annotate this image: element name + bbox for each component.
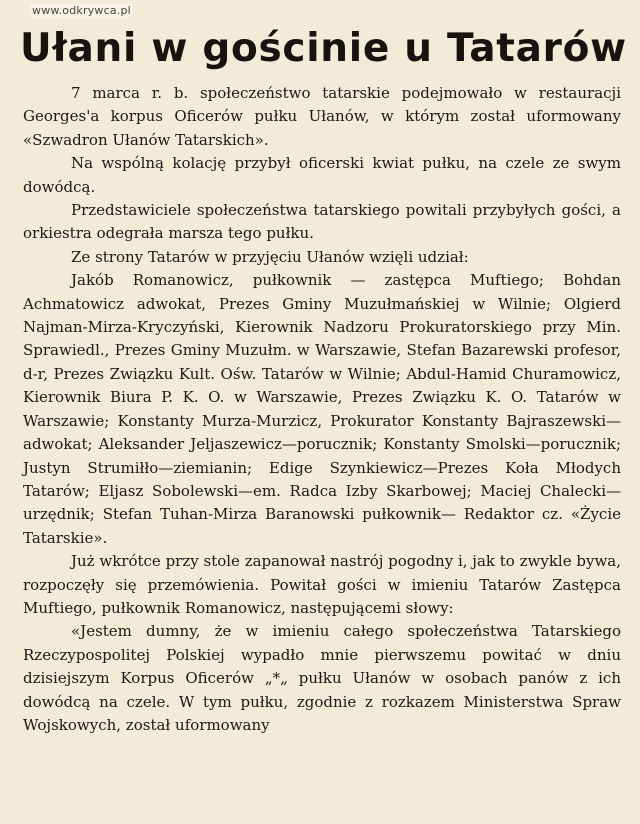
- speech-quote-paragraph: «Jestem dumny, że w imieniu całego społeczeństwa Tatarskiego Rzeczypospolitej Polskiej wypadło mnie pierwszemu powitać w dniu dzisiejszym Korpus Oficerów „*„ pułku Ułanów w osobach panów z ich dowódcą na czele. W tym pułku, zgodnie z rozkazem Ministerstwa Spraw Wojskowych, został uformowany: [23, 622, 621, 734]
- article-paragraph: Ze strony Tatarów w przyjęciu Ułanów wzięli udział:: [71, 247, 469, 266]
- article-body: [23, 82, 621, 737]
- article-paragraph: Na wspólną kolację przybył oficerski kwiat pułku, na czele ze swym dowódcą.: [23, 154, 621, 196]
- article-paragraph: Już wkrótce przy stole zapanował nastrój pogodny i, jak to zwykle bywa, rozpoczęły się przemówienia. Powitał gości w imieniu Tatarów Zastępca Muftiego, pułkownik Romanowicz, następującemi słowy:: [23, 552, 621, 617]
- watermark: www.odkrywca.pl: [32, 4, 131, 17]
- article-paragraph: 7 marca r. b. społeczeństwo tatarskie podejmowało w restauracji Georges'a korpus Oficerów pułku Ułanów, w którym został uformowany «Szwadron Ułanów Tatarskich».: [23, 84, 621, 149]
- attendee-list-paragraph: Jakób Romanowicz, pułkownik — zastępca Muftiego; Bohdan Achmatowicz adwokat, Prezes Gminy Muzułmańskiej w Wilnie; Olgierd Najman-Mirza-Kryczyński, Kierownik Nadzoru Prokuratorskiego przy Min. Sprawiedl., Prezes Gminy Muzułm. w Warszawie, Stefan Bazarewski profesor, d-r, Prezes Związku Kult. Ośw. Tatarów w Wilnie; Abdul-Hamid Churamowicz, Kierownik Biura P. K. O. w Warszawie, Prezes Związku K. O. Tatarów w Warszawie; Konstanty Murza-Murzicz, Prokurator Konstanty Bajraszewski—adwokat; Aleksander Jeljaszewicz—porucznik; Konstanty Smolski—porucznik; Justyn Strumiłło—ziemianin; Edige Szynkiewicz—Prezes Koła Młodych Tatarów; Eljasz Sobolewski—em. Radca Izby Skarbowej; Maciej Chalecki—urzędnik; Stefan Tuhan-Mirza Baranowski pułkownik— Redaktor cz. «Życie Tatarskie».: [23, 271, 621, 547]
- article-headline: Ułani w gościnie u Tatarów: [20, 26, 627, 71]
- article-paragraph: Przedstawiciele społeczeństwa tatarskiego powitali przybyłych gości, a orkiestra odegrała marsza tego pułku.: [23, 201, 621, 243]
